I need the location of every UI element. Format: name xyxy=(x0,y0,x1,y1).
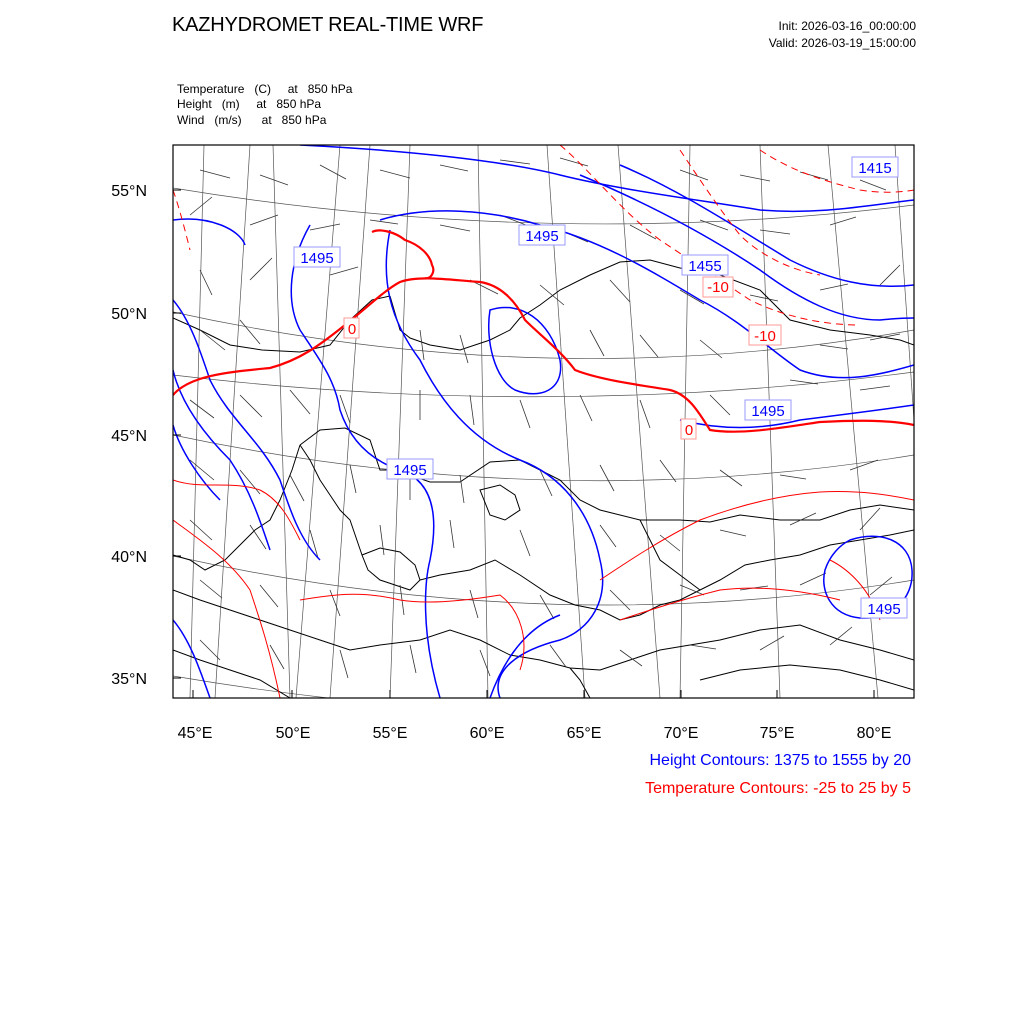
lon-label: 45°E xyxy=(177,725,213,742)
svg-text:-10: -10 xyxy=(754,328,776,345)
svg-text:1495: 1495 xyxy=(300,250,334,267)
lon-label: 75°E xyxy=(759,725,795,742)
svg-text:1495: 1495 xyxy=(867,601,901,618)
lon-label: 80°E xyxy=(856,725,892,742)
map-title: KAZHYDROMET REAL-TIME WRF xyxy=(172,14,484,36)
svg-text:1495: 1495 xyxy=(525,228,559,245)
height-label-1415 xyxy=(852,157,898,177)
temperature-label-0-east xyxy=(681,419,696,439)
latitude-labels xyxy=(111,183,147,688)
svg-text:0: 0 xyxy=(684,422,694,439)
height-label-1495-west xyxy=(387,459,433,479)
longitude-labels xyxy=(178,725,892,742)
svg-text:-10: -10 xyxy=(707,279,729,296)
temperature-label-minus10-north xyxy=(703,277,733,297)
lat-label: 40°N xyxy=(111,549,147,566)
field-height-label: Height (m) at 850 hPa xyxy=(177,97,322,111)
svg-text:1415: 1415 xyxy=(858,160,892,177)
valid-time: Valid: 2026-03-19_15:00:00 xyxy=(768,36,916,50)
lon-label: 55°E xyxy=(372,725,408,742)
height-label-1495-east xyxy=(745,400,791,420)
height-label-1455 xyxy=(682,255,728,275)
temperature-label-minus10-east xyxy=(749,325,781,345)
height-label-1495-north xyxy=(294,247,340,267)
svg-text:1495: 1495 xyxy=(393,462,427,479)
height-label-1495-center xyxy=(519,225,565,245)
height-contour-legend: Height Contours: 1375 to 1555 by 20 xyxy=(649,752,911,769)
lat-label: 50°N xyxy=(111,306,147,323)
lat-label: 55°N xyxy=(111,183,147,200)
field-wind-label: Wind (m/s) at 850 hPa xyxy=(177,113,327,127)
lon-label: 65°E xyxy=(566,725,602,742)
height-label-1495-south xyxy=(861,598,907,618)
svg-text:1495: 1495 xyxy=(751,403,785,420)
svg-text:0: 0 xyxy=(347,321,357,338)
svg-text:1455: 1455 xyxy=(688,258,722,275)
lon-label: 60°E xyxy=(469,725,505,742)
init-time: Init: 2026-03-16_00:00:00 xyxy=(778,19,916,33)
lat-label: 35°N xyxy=(111,671,147,688)
temperature-label-0-west xyxy=(344,318,359,338)
field-temperature-label: Temperature (C) at 850 hPa xyxy=(177,82,353,96)
lon-label: 70°E xyxy=(663,725,699,742)
lat-label: 45°N xyxy=(111,428,147,445)
temperature-contour-legend: Temperature Contours: -25 to 25 by 5 xyxy=(645,780,911,797)
lon-label: 50°E xyxy=(275,725,311,742)
